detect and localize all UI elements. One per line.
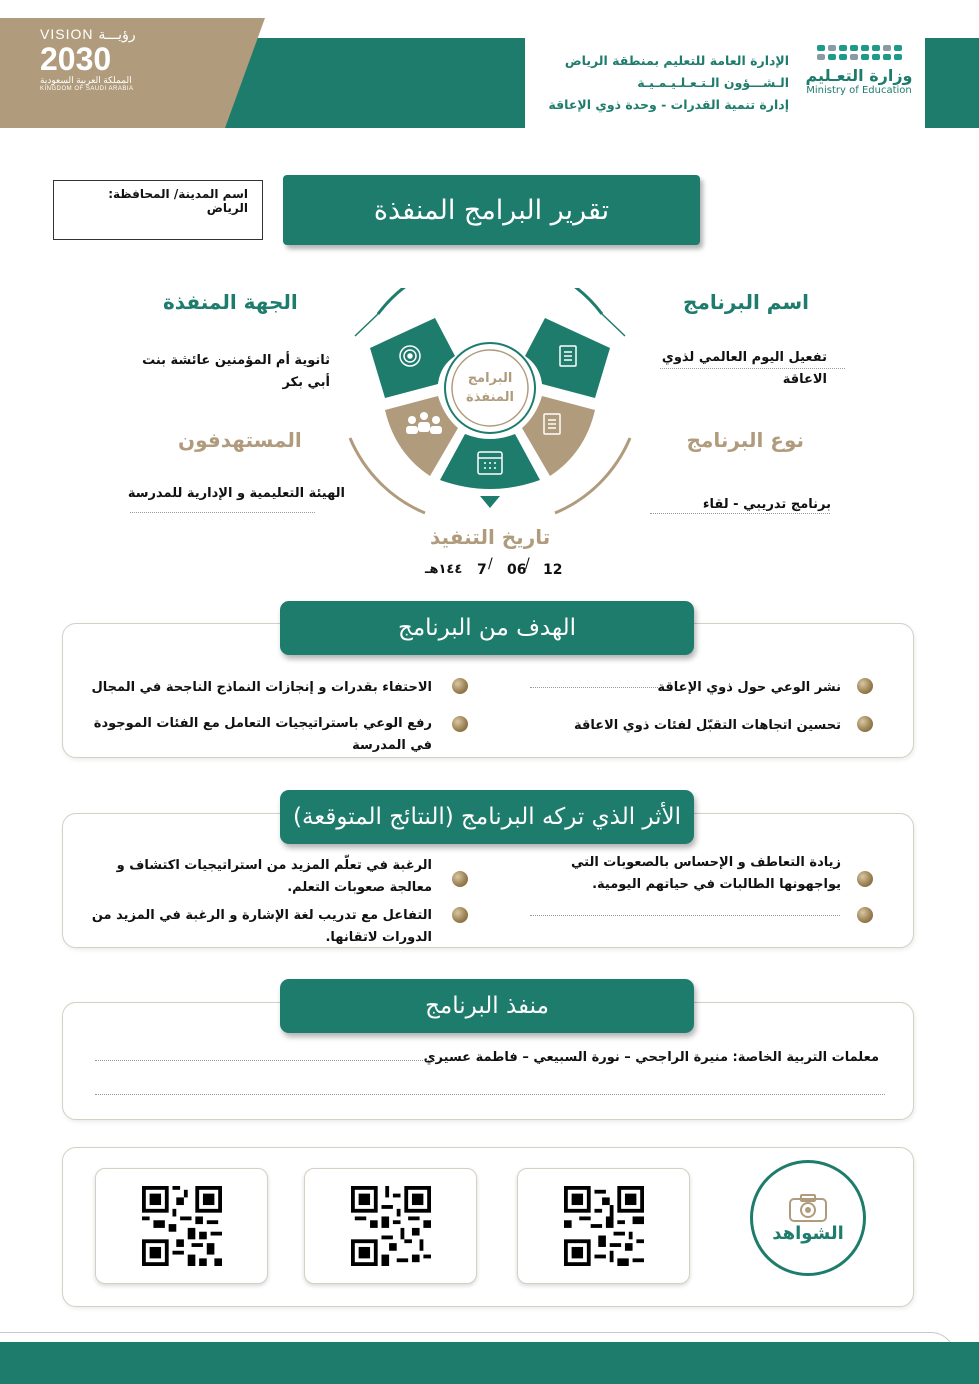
- target-label: المستهدفون: [178, 428, 302, 452]
- footer-band: [0, 1342, 979, 1384]
- date-slash-1: /: [488, 556, 493, 572]
- wheel-segment-program-type: [522, 396, 595, 476]
- impact-line-2: [530, 915, 840, 916]
- impact-bullet-3: [452, 871, 468, 887]
- vision-2030-logo: [40, 26, 136, 92]
- date-slash-2: /: [525, 556, 530, 572]
- qr-code-icon[interactable]: [351, 1186, 431, 1266]
- program-name-value: تفعيل اليوم العالمي لذوي الاعاقة: [661, 350, 827, 387]
- city-label: اسم المدينة/ المحافظة: الرياض: [108, 187, 248, 215]
- program-name-line: [660, 368, 845, 369]
- wheel-segment-executor: [370, 318, 455, 398]
- wheel-connector-left-top: [355, 314, 378, 336]
- executor-value: ثانوية أم المؤمنين عائشة بنت أبي بكر: [142, 353, 330, 390]
- vision-country-en: KINGDOM OF SAUDI ARABIA: [40, 86, 134, 92]
- wheel-connector-right-top: [602, 314, 625, 336]
- goal-bullet-2: [857, 716, 873, 732]
- qr-card-2[interactable]: [304, 1168, 477, 1284]
- goals-title: الهدف من البرنامج: [280, 601, 694, 655]
- vision-word: VISION: [40, 26, 94, 42]
- vision-year: 2030: [40, 41, 112, 77]
- page-title: تقرير البرامج المنفذة: [283, 175, 700, 245]
- wheel-segment-program-name: [525, 318, 610, 398]
- programs-wheel: [340, 288, 640, 528]
- executor-line-2: [95, 1094, 885, 1095]
- date-label: تاريخ التنفيذ: [430, 525, 551, 549]
- goal-item-1: نشر الوعي حول ذوي الإعاقة: [657, 680, 841, 695]
- header-line-1: الإدارة العامة للتعليم بمنطقة الرياض: [564, 53, 789, 68]
- impact-title: الأثر الذي تركه البرنامج (النتائج المتوقعة): [280, 790, 694, 844]
- executor-label: الجهة المنفذة: [163, 290, 298, 314]
- ministry-logo: [799, 45, 919, 96]
- impact-bullet-4: [452, 907, 468, 923]
- camera-icon: [788, 1193, 828, 1223]
- qr-code-icon[interactable]: [564, 1186, 644, 1266]
- header-text: [548, 50, 789, 116]
- date-month: 06: [507, 562, 527, 578]
- goal-bullet-3: [452, 678, 468, 694]
- program-type-label: نوع البرنامج: [686, 428, 804, 452]
- target-line: [130, 512, 315, 513]
- date-year: 7: [477, 562, 487, 578]
- impact-bullet-1: [857, 871, 873, 887]
- qr-card-1[interactable]: [95, 1168, 268, 1284]
- wheel-center-text-2: المنفذة: [466, 390, 514, 405]
- goal-item-2: تحسين اتجاهات التقبّل لفئات ذوي الاعاقة: [573, 718, 841, 733]
- program-type-line: [650, 513, 830, 514]
- target-value: الهيئة التعليمية و الإدارية للمدرسة: [127, 486, 345, 501]
- qr-code-icon[interactable]: [142, 1186, 222, 1266]
- evidence-label: الشواهد: [772, 1222, 844, 1244]
- ministry-name-en: Ministry of Education: [806, 85, 912, 96]
- impact-item-1: زيادة التعاطف و الإحساس بالصعوبات التي يواجهونها الطالبات في حياتهم اليومية.: [570, 855, 841, 892]
- ministry-name-ar: وزارة التعـليم: [805, 66, 913, 85]
- goal-bullet-4: [452, 716, 468, 732]
- header-line-2: الـشـــؤون الـتـعـلـيـمـيـة: [637, 75, 789, 90]
- vision-word-ar: رؤيـــة: [98, 26, 136, 42]
- goal-item-3: الاحتفاء بقدرات و إنجازات النماذج الناجحة في المجال: [91, 680, 432, 695]
- goal-line-1: [530, 687, 660, 688]
- wheel-outer-arc-top: [378, 288, 602, 314]
- impact-bullet-2: [857, 907, 873, 923]
- qr-card-3[interactable]: [517, 1168, 690, 1284]
- goal-item-4: رفع الوعي باستراتيجيات التعامل مع الفئات الموجودة في المدرسة: [93, 716, 432, 753]
- wheel-date-pointer: [480, 496, 500, 508]
- date-suffix: ١٤٤هـ: [425, 562, 463, 577]
- date-day: 12: [543, 562, 563, 578]
- impact-item-3: التفاعل مع تدريب لغة الإشارة و الرغبة في المزيد من الدورات لاتقانها.: [91, 908, 432, 945]
- program-type-value: برنامج تدريبي - لقاء: [702, 497, 831, 512]
- ministry-dots-icon: [799, 45, 919, 60]
- goal-bullet-1: [857, 678, 873, 694]
- vision-2030-logo-edge: [225, 18, 265, 128]
- wheel-segment-target: [385, 396, 458, 476]
- header-line-3: إدارة تنمية القدرات - وحدة ذوي الإعاقة: [548, 97, 789, 112]
- wheel-center: [445, 343, 535, 433]
- executor-line-1: [95, 1060, 435, 1061]
- executor-section-title: منفذ البرنامج: [280, 979, 694, 1033]
- executor-section-value: معلمات التربية الخاصة: منيرة الراجحي – نورة السبيعي – فاطمة عسيري: [423, 1050, 879, 1065]
- city-box: [53, 180, 263, 240]
- impact-item-2: الرغبة في تعلّم المزيد من استراتيجيات اكتشاف و معالجة صعوبات التعلم.: [116, 858, 432, 895]
- evidence-badge: [750, 1160, 866, 1276]
- vision-country-ar: المملكة العربية السعودية: [40, 75, 132, 85]
- program-name-label: اسم البرنامج: [683, 290, 809, 314]
- wheel-segment-date: [440, 434, 540, 489]
- wheel-center-text-1: البرامج: [467, 371, 513, 386]
